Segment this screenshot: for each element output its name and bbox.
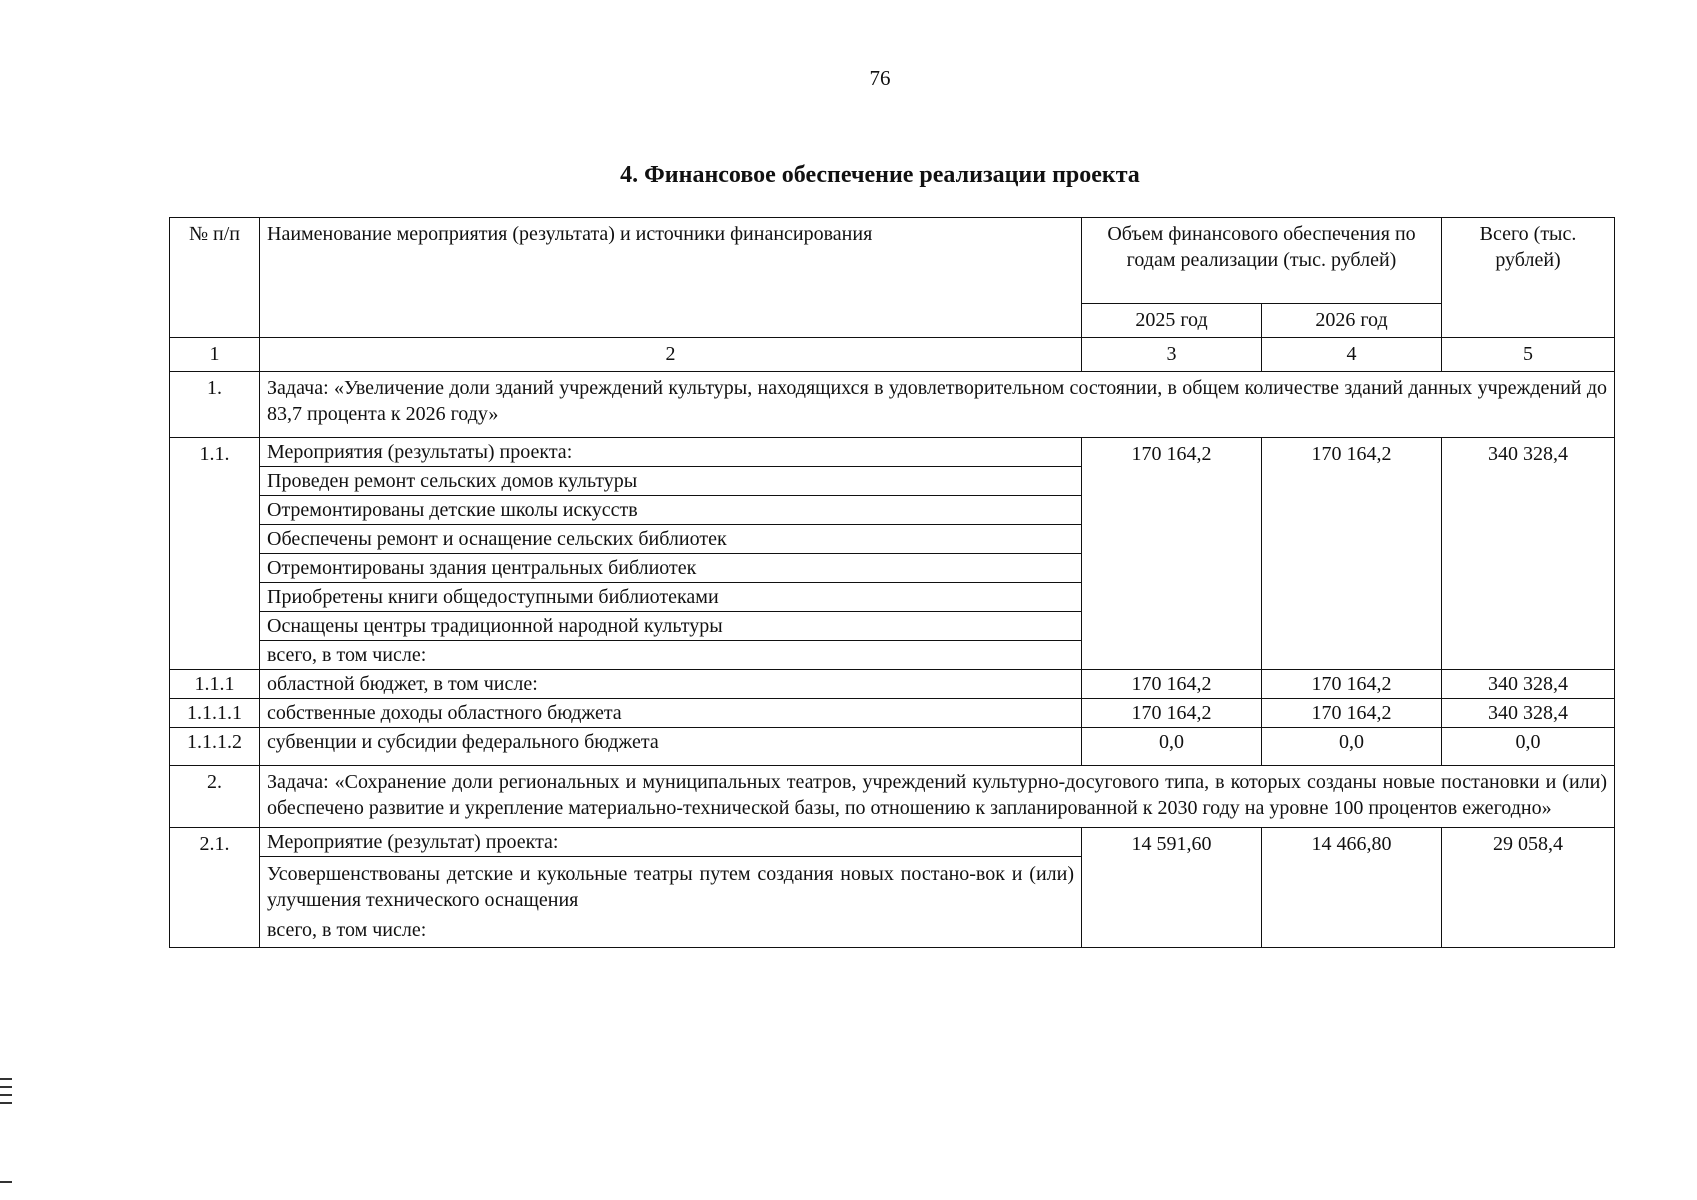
value-2026: 170 164,2 [1262, 699, 1442, 728]
scan-edge-mark [0, 1094, 12, 1096]
header-year-2026: 2026 год [1262, 304, 1442, 338]
financing-table [169, 217, 1615, 948]
table-header-row [170, 218, 1615, 304]
col-number: 2 [260, 338, 1082, 372]
item-text: Проведен ремонт сельских домов культуры [260, 467, 1082, 496]
col-number: 1 [170, 338, 260, 372]
table-row [170, 728, 1615, 766]
col-number: 5 [1442, 338, 1615, 372]
scan-edge-mark [0, 1086, 12, 1088]
header-total: Всего (тыс. рублей) [1442, 218, 1615, 338]
row-num: 1.1.1.2 [170, 728, 260, 766]
header-num: № п/п [170, 218, 260, 338]
value-2026: 14 466,80 [1262, 828, 1442, 948]
item-text: Усовершенствованы детские и кукольные театры путем создания новых постано-вок и (или) улучшения технического оснащения [267, 863, 1074, 911]
value-2025: 170 164,2 [1082, 670, 1262, 699]
column-numbers-row [170, 338, 1615, 372]
table-row [170, 438, 1615, 467]
item-text: Обеспечены ремонт и оснащение сельских библиотек [260, 525, 1082, 554]
col-number: 3 [1082, 338, 1262, 372]
value-2026: 170 164,2 [1262, 670, 1442, 699]
item-cell [260, 857, 1082, 948]
scan-edge-mark [0, 1181, 12, 1183]
section-title: 4. Финансовое обеспечение реализации проекта [620, 162, 1140, 188]
row-name: собственные доходы областного бюджета [260, 699, 1082, 728]
item-text: Отремонтированы детские школы искусств [260, 496, 1082, 525]
task-text: Задача: «Сохранение доли региональных и муниципальных театров, учреждений культурно-досугового типа, в которых созданы новые постановки и (или) обеспечено развитие и укрепление материально-технической базы, по отношению к запланированной к 2030 году на уровне 100 процентов ежегодно» [260, 766, 1615, 828]
row-name: областной бюджет, в том числе: [260, 670, 1082, 699]
scan-edge-mark [0, 1078, 12, 1080]
value-2025: 14 591,60 [1082, 828, 1262, 948]
item-text: Отремонтированы здания центральных библиотек [260, 554, 1082, 583]
value-2025: 0,0 [1082, 728, 1262, 766]
item-title: Мероприятия (результаты) проекта: [260, 438, 1082, 467]
value-2025: 170 164,2 [1082, 699, 1262, 728]
item-text: Приобретены книги общедоступными библиотеками [260, 583, 1082, 612]
value-total: 29 058,4 [1442, 828, 1615, 948]
value-total: 340 328,4 [1442, 699, 1615, 728]
header-volume: Объем финансового обеспечения по годам реализации (тыс. рублей) [1082, 218, 1442, 304]
item-title: Мероприятие (результат) проекта: [260, 828, 1082, 857]
col-number: 4 [1262, 338, 1442, 372]
value-2026: 170 164,2 [1262, 438, 1442, 670]
value-total: 340 328,4 [1442, 438, 1615, 670]
value-2026: 0,0 [1262, 728, 1442, 766]
header-year-2025: 2025 год [1082, 304, 1262, 338]
value-total: 0,0 [1442, 728, 1615, 766]
header-name: Наименование мероприятия (результата) и источники финансирования [260, 218, 1082, 338]
task-num: 2. [170, 766, 260, 828]
item-text: Оснащены центры традиционной народной культуры [260, 612, 1082, 641]
row-num: 1.1. [170, 438, 260, 670]
task-text: Задача: «Увеличение доли зданий учреждений культуры, находящихся в удовлетворительном состоянии, в общем количестве зданий данных учреждений до 83,7 процента к 2026 году» [260, 372, 1615, 438]
page-number: 76 [869, 66, 891, 90]
item-total: всего, в том числе: [267, 919, 427, 941]
table-row [170, 670, 1615, 699]
row-num: 1.1.1.1 [170, 699, 260, 728]
task-row [170, 766, 1615, 828]
table-row [170, 699, 1615, 728]
scan-edge-mark [0, 1102, 12, 1104]
row-num: 1.1.1 [170, 670, 260, 699]
row-name: субвенции и субсидии федерального бюджета [260, 728, 1082, 766]
item-total: всего, в том числе: [260, 641, 1082, 670]
task-num: 1. [170, 372, 260, 438]
value-2025: 170 164,2 [1082, 438, 1262, 670]
value-total: 340 328,4 [1442, 670, 1615, 699]
task-row [170, 372, 1615, 438]
table-row [170, 828, 1615, 857]
row-num: 2.1. [170, 828, 260, 948]
